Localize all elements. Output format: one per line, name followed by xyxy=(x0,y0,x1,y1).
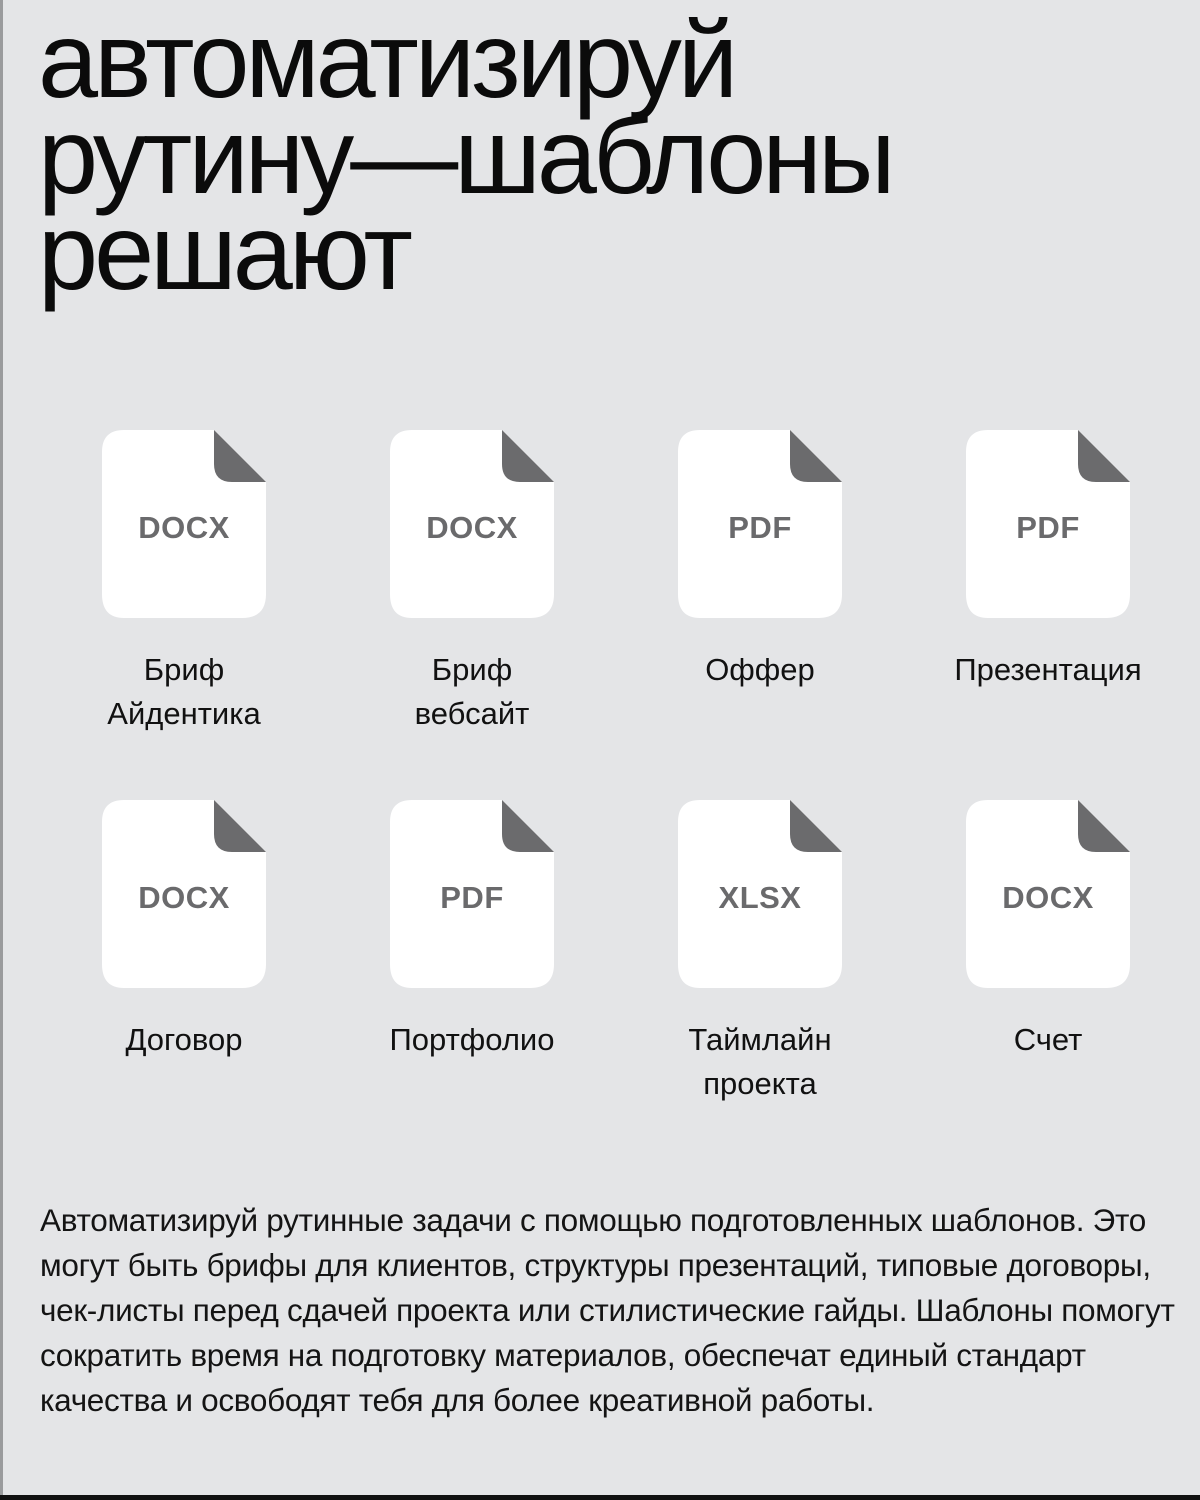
template-tile-invoice[interactable] xyxy=(904,800,1192,1170)
template-name: Бриф Айдентика xyxy=(107,652,261,731)
document-file-icon xyxy=(390,800,554,988)
template-name: Портфолио xyxy=(389,1022,555,1057)
template-name: Таймлайн проекта xyxy=(688,1022,832,1101)
document-file-icon xyxy=(678,430,842,618)
page-title xyxy=(38,0,892,312)
template-tile-brief-website[interactable] xyxy=(328,430,616,800)
document-file-icon xyxy=(966,430,1130,618)
file-extension-label: PDF xyxy=(728,510,792,545)
file-extension-label: DOCX xyxy=(138,880,230,915)
template-tile-portfolio[interactable] xyxy=(328,800,616,1170)
file-extension-label: PDF xyxy=(440,880,504,915)
title-line-2: рутину—шаблоны xyxy=(38,95,892,216)
document-file-icon xyxy=(678,800,842,988)
document-file-icon xyxy=(102,430,266,618)
template-tile-presentation[interactable] xyxy=(904,430,1192,800)
template-tile-timeline[interactable] xyxy=(616,800,904,1170)
document-file-icon xyxy=(966,800,1130,988)
file-extension-label: DOCX xyxy=(138,510,230,545)
template-name: Оффер xyxy=(705,652,815,687)
file-extension-label: PDF xyxy=(1016,510,1080,545)
template-tile-brief-identity[interactable] xyxy=(40,430,328,800)
left-edge-divider xyxy=(0,0,3,1500)
template-name: Презентация xyxy=(954,652,1142,687)
bottom-edge-divider xyxy=(0,1495,1200,1500)
file-extension-label: DOCX xyxy=(1002,880,1094,915)
document-file-icon xyxy=(390,430,554,618)
title-line-1: автоматизируй xyxy=(38,0,735,120)
document-file-icon xyxy=(102,800,266,988)
file-extension-label: XLSX xyxy=(718,880,802,915)
description-paragraph: Автоматизируй рутинные задачи с помощью подготовленных шаблонов. Это могут быть брифы для клиентов, структуры презентаций, типовые договоры, чек-листы перед сдачей проекта или стилистические гайды. Шаблоны помогут сократить время на подготовку материалов, обеспечат единый стандарт качества и освободят тебя для более креативной работы. xyxy=(40,1202,1175,1418)
template-name: Бриф вебсайт xyxy=(414,652,530,731)
template-name: Договор xyxy=(125,1022,243,1057)
file-extension-label: DOCX xyxy=(426,510,518,545)
template-tile-contract[interactable] xyxy=(40,800,328,1170)
template-grid xyxy=(40,430,1192,1170)
template-tile-offer[interactable] xyxy=(616,430,904,800)
template-name: Счет xyxy=(1013,1022,1083,1057)
title-line-3: решают xyxy=(38,191,409,312)
